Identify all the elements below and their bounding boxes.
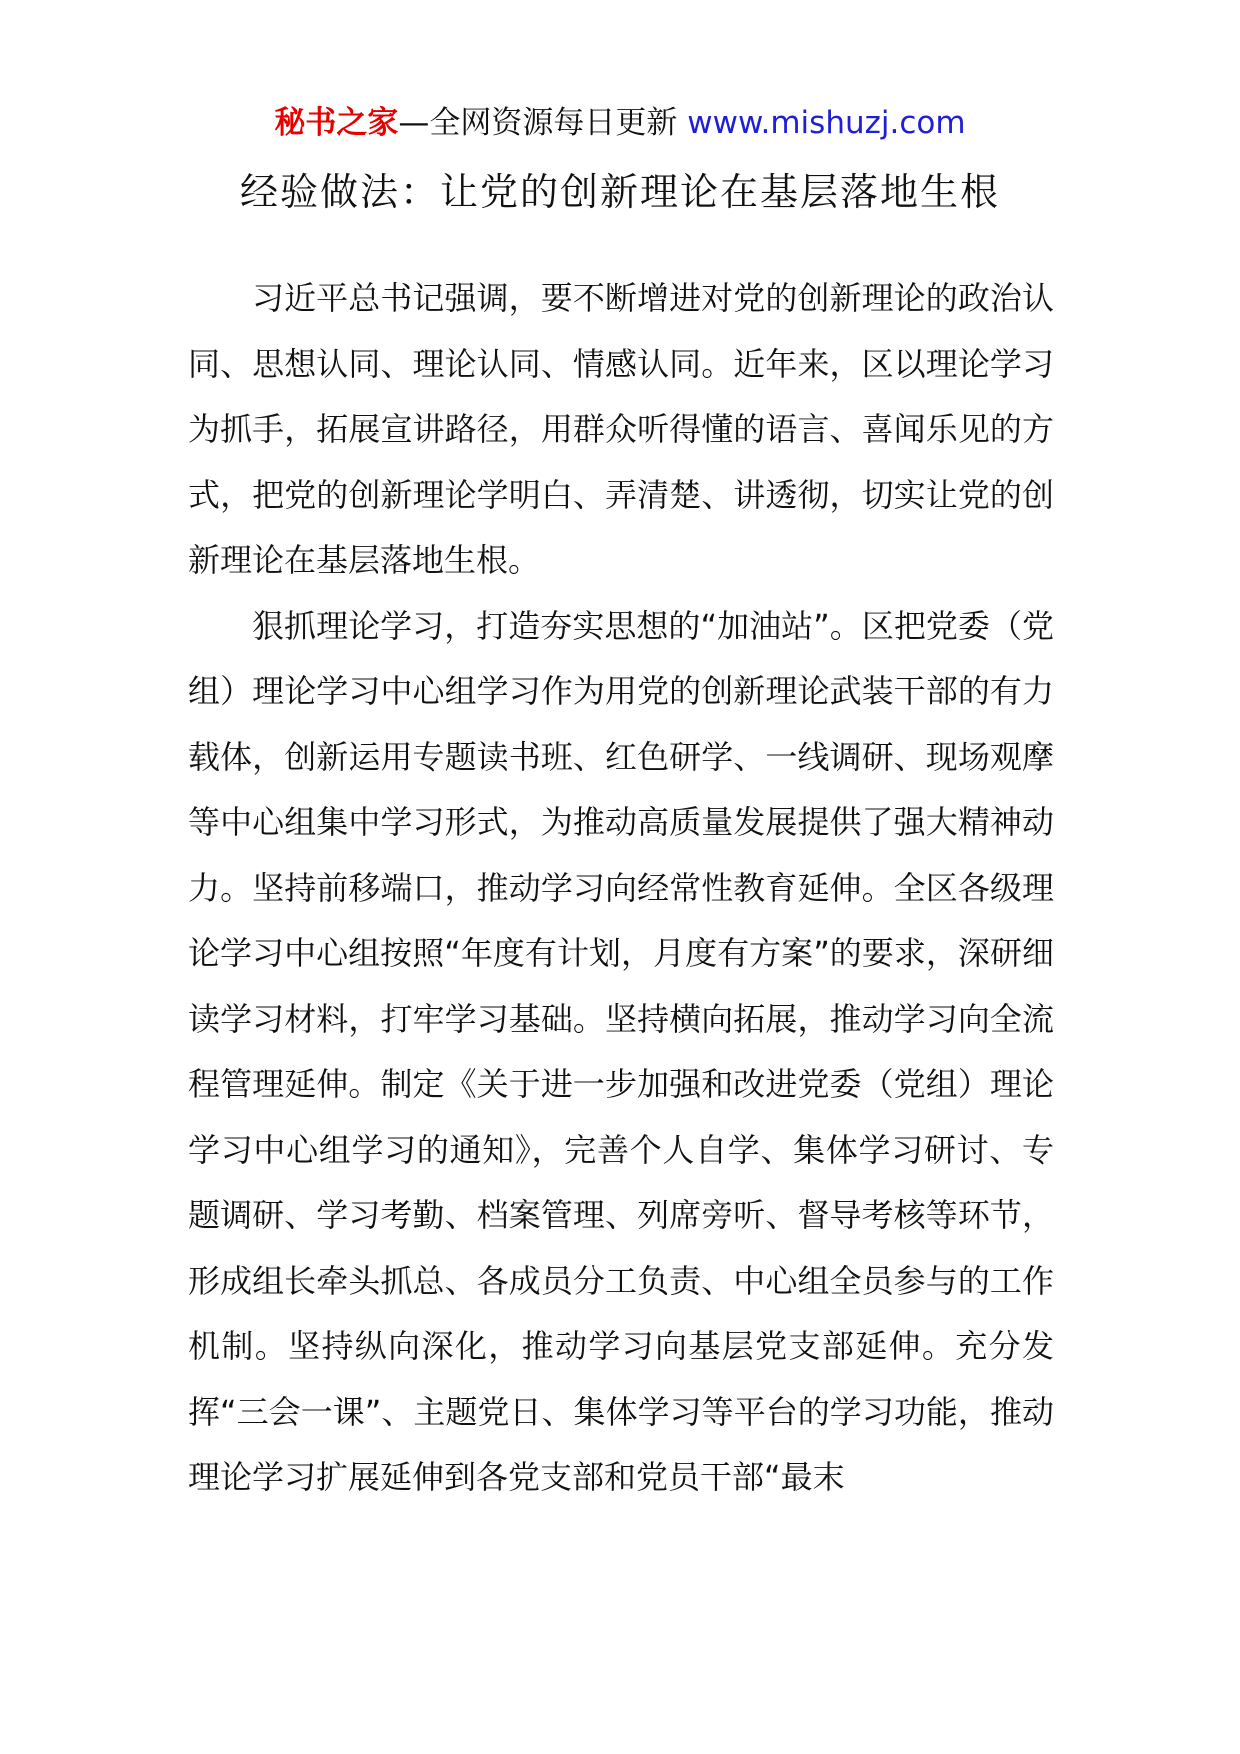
paragraph-theory-study: 狠抓理论学习，打造夯实思想的“加油站”。区把党委（党组）理论学习中心组学习作为用党的创新理论武装干部的有力载体，创新运用专题读书班、红色研学、一线调研、现场观摩等中心组集中学习形式，为推动高质量发展提供了强大精神动力。坚持前移端口，推动学习向经常性教育延伸。全区各级理论学习中心组按照“年度有计划，月度有方案”的要求，深研细读学习材料，打牢学习基础。坚持横向拓展，推动学习向全流程管理延伸。制定《关于进一步加强和改进党委（党组）理论学习中心组学习的通知》，完善个人自学、集体学习研讨、专题调研、学习考勤、档案管理、列席旁听、督导考核等环节，形成组长牵头抓总、各成员分工负责、中心组全员参与的工作机制。坚持纵向深化，推动学习向基层党支部延伸。充分发挥“三会一课”、主题党日、集体学习等平台的学习功能，推动理论学习扩展延伸到各党支部和党员干部“最末 — [188, 606, 1054, 1496]
site-header — [0, 100, 1240, 146]
document-body — [188, 266, 1054, 1511]
brand-name: 秘书之家 — [274, 105, 399, 141]
paragraph-intro: 习近平总书记强调，要不断增进对党的创新理论的政治认同、思想认同、理论认同、情感认同。近年来，区以理论学习为抓手，拓展宣讲路径，用群众听得懂的语言、喜闻乐见的方式，把党的创新理论学明白、弄清楚、讲透彻，切实让党的创新理论在基层落地生根。 — [188, 279, 1054, 579]
site-url[interactable]: www.mishuzj.com — [687, 105, 966, 141]
header-tagline: —全网资源每日更新 — [398, 105, 688, 141]
document-title: 经验做法：让党的创新理论在基层落地生根 — [239, 170, 1000, 214]
